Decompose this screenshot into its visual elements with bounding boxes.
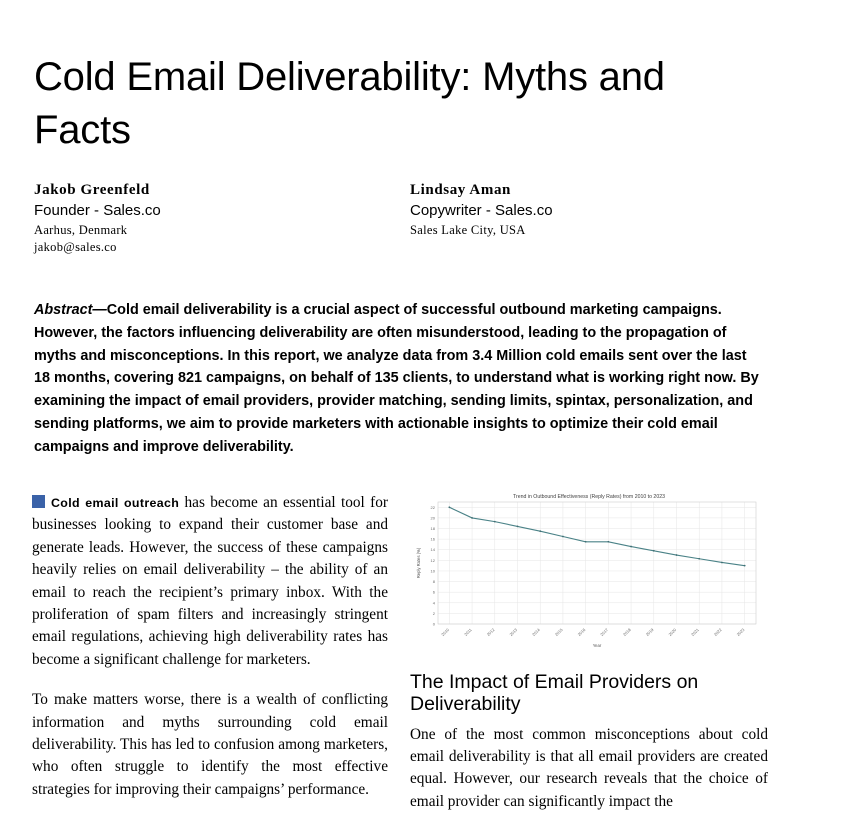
svg-text:2021: 2021 — [690, 627, 700, 638]
author-email: jakob@sales.co — [34, 239, 117, 254]
column-left — [32, 492, 388, 801]
svg-text:2012: 2012 — [485, 627, 496, 638]
abstract-body: Cold email deliverability is a crucial aspect of successful outbound marketing campaigns. However, the factors influencing deliverability are often misunderstood, leading to the propagation of myths and misconceptions. In this report, we analyze data from 3.4 Million cold emails sent over the last 18 months, covering 821 campaigns, on behalf of 135 clients, to understand what is working right now. By examining the impact of email providers, provider matching, sending limits, spintax, personalization, and sending platforms, we aim to provide marketers with actionable insights to optimize their cold email campaigns and improve deliverability. — [34, 302, 759, 455]
column-right — [410, 490, 768, 831]
author-block — [34, 180, 774, 256]
svg-text:2014: 2014 — [531, 627, 541, 638]
author-name: Jakob Greenfeld — [34, 182, 150, 198]
chart-data-line — [449, 507, 744, 565]
author-affiliation: Aarhus, Denmark — [34, 222, 128, 237]
paragraph-intro-text: has become an essential tool for businesses looking to expand their customer base and generate leads. However, the success of these campaigns heavily relies on email deliverability – the ability of an email to reach the recipient’s primary inbox. With the proliferation of spam filters and increasingly stringent email regulations, achieving high deliverability rates has become a significant challenge for marketers. — [32, 494, 388, 668]
page-title: Cold Email Deliverability: Myths and Facts — [34, 54, 665, 152]
svg-text:4: 4 — [432, 600, 435, 606]
paragraph-intro — [32, 492, 388, 671]
author-role: Copywriter - Sales.co — [410, 202, 553, 220]
svg-text:22: 22 — [430, 504, 435, 510]
blue-square-icon — [32, 495, 45, 508]
svg-text:2022: 2022 — [712, 627, 723, 638]
small-caps-opener: Cold email outreach — [51, 496, 180, 510]
svg-text:10: 10 — [430, 568, 435, 574]
author-role: Founder - Sales.co — [34, 202, 161, 220]
author-entry — [34, 180, 410, 256]
chart-title: Trend in Outbound Effectiveness (Reply Rates) from 2010 to 2023 — [513, 494, 665, 500]
svg-text:2020: 2020 — [667, 627, 678, 638]
chart-x-axis-label: Year — [592, 643, 602, 648]
svg-text:20: 20 — [430, 515, 435, 521]
author-affiliation: Sales Lake City, USA — [410, 222, 526, 237]
svg-text:2010: 2010 — [440, 627, 451, 638]
svg-text:2023: 2023 — [735, 627, 746, 638]
svg-text:8: 8 — [432, 579, 435, 585]
svg-text:2: 2 — [432, 610, 435, 616]
svg-text:2015: 2015 — [553, 627, 564, 638]
svg-text:16: 16 — [430, 536, 435, 542]
svg-text:2018: 2018 — [621, 627, 632, 638]
svg-text:6: 6 — [432, 589, 435, 595]
figure-reply-rate-trend — [410, 490, 768, 650]
abstract — [34, 299, 764, 458]
chart-y-axis-label: Reply Rates (%) — [416, 547, 421, 579]
section-heading: The Impact of Email Providers on Deliverability — [410, 671, 699, 715]
chart-x-tick-labels — [440, 627, 746, 637]
chart-data-points — [448, 506, 745, 566]
chart-gridlines-horizontal — [438, 507, 756, 624]
svg-text:2016: 2016 — [576, 627, 587, 638]
chart-y-tick-labels — [431, 505, 436, 627]
svg-text:2013: 2013 — [508, 627, 519, 638]
author-name: Lindsay Aman — [410, 182, 511, 198]
chart-line-reply-rates — [410, 490, 768, 650]
svg-text:12: 12 — [430, 557, 435, 563]
svg-text:18: 18 — [430, 526, 435, 532]
chart-gridlines-vertical — [449, 502, 744, 624]
abstract-dash: — — [92, 302, 107, 318]
paragraph-myths: To make matters worse, there is a wealth of conflicting information and myths surrounding cold email deliverability. This has led to confusion among marketers, who often struggle to identify the most effective strategies for improving their campaigns’ performance. — [32, 691, 388, 798]
abstract-lead: Abstract — [34, 302, 93, 318]
svg-text:2011: 2011 — [463, 627, 473, 637]
svg-text:0: 0 — [432, 621, 435, 627]
paragraph-providers: One of the most common misconceptions about cold email deliverability is that all email providers are created equal. However, our research reveals that the choice of email provider can significantly impact the — [410, 725, 768, 810]
svg-text:2019: 2019 — [644, 627, 655, 638]
svg-text:2017: 2017 — [599, 627, 610, 638]
author-entry — [410, 180, 750, 239]
svg-text:14: 14 — [430, 547, 435, 553]
